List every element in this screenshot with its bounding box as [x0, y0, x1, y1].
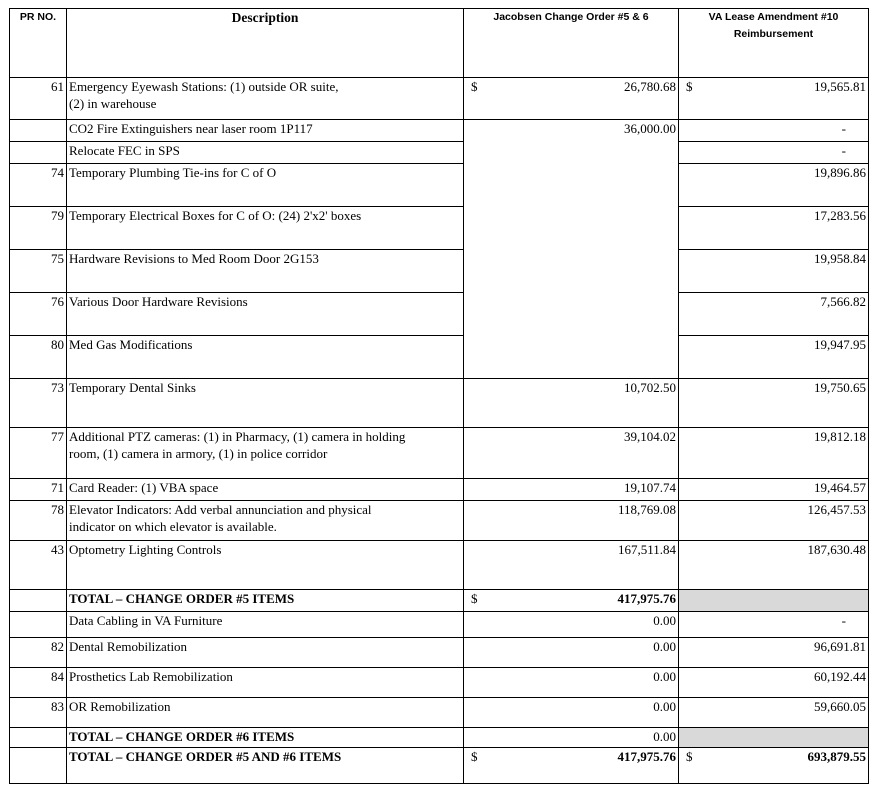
- row-description: Temporary Plumbing Tie-ins for C of O: [67, 164, 464, 207]
- description-line: Elevator Indicators: Add verbal annunciation and physical: [69, 502, 372, 517]
- va-amount: 126,457.53: [679, 501, 869, 541]
- dollar-sign: $: [471, 79, 478, 94]
- va-amount: 7,566.82: [679, 293, 869, 336]
- va-amount: -: [679, 120, 869, 142]
- pr-number: 80: [10, 336, 67, 379]
- row-description: Card Reader: (1) VBA space: [67, 479, 464, 501]
- empty-cell: [10, 590, 67, 612]
- va-amount: 19,812.18: [679, 428, 869, 479]
- dollar-sign: $: [686, 79, 693, 94]
- pr-number: [10, 120, 67, 142]
- row-description: Temporary Electrical Boxes for C of O: (24) 2'x2' boxes: [67, 207, 464, 250]
- va-amount: 17,283.56: [679, 207, 869, 250]
- pr-number: 43: [10, 541, 67, 590]
- jacobsen-cell: [464, 590, 679, 612]
- row-description: CO2 Fire Extinguishers near laser room 1P117: [67, 120, 464, 142]
- va-cell: [679, 748, 869, 784]
- total-row-all: [10, 748, 869, 784]
- table-row: [10, 638, 869, 668]
- table-row: [10, 668, 869, 698]
- va-amount: -: [679, 612, 869, 638]
- jacobsen-amount: 0.00: [464, 668, 679, 698]
- pr-number: 84: [10, 668, 67, 698]
- jacobsen-amount: 0.00: [464, 638, 679, 668]
- jacobsen-amount: 0.00: [464, 698, 679, 728]
- description-line: Additional PTZ cameras: (1) in Pharmacy, (1) camera in holding: [69, 429, 406, 444]
- row-description: [67, 78, 464, 120]
- table-row: [10, 336, 869, 379]
- row-description: Temporary Dental Sinks: [67, 379, 464, 428]
- table-row: [10, 698, 869, 728]
- jacobsen-amount: 39,104.02: [464, 428, 679, 479]
- description-line: (2) in warehouse: [69, 96, 157, 111]
- row-description: Relocate FEC in SPS: [67, 142, 464, 164]
- header-jacobsen: Jacobsen Change Order #5 & 6: [464, 9, 679, 78]
- pr-number: 73: [10, 379, 67, 428]
- dollar-sign: $: [471, 749, 478, 764]
- va-amount: 19,750.65: [679, 379, 869, 428]
- table-row: [10, 142, 869, 164]
- va-amount: -: [679, 142, 869, 164]
- header-va-line2: Reimbursement: [733, 28, 814, 40]
- row-description: Various Door Hardware Revisions: [67, 293, 464, 336]
- row-description: Prosthetics Lab Remobilization: [67, 668, 464, 698]
- jacobsen-cell: [464, 748, 679, 784]
- va-amount: 19,565.81: [814, 79, 866, 94]
- va-amount: 187,630.48: [679, 541, 869, 590]
- header-va-line1: VA Lease Amendment #10: [708, 11, 839, 23]
- table-row: [10, 612, 869, 638]
- pr-number: 83: [10, 698, 67, 728]
- header-row: [10, 9, 869, 78]
- pr-number: 77: [10, 428, 67, 479]
- total-all-va: 693,879.55: [807, 749, 866, 764]
- table-row: [10, 428, 869, 479]
- va-amount: 19,958.84: [679, 250, 869, 293]
- total-co5-label: TOTAL – CHANGE ORDER #5 ITEMS: [67, 590, 464, 612]
- pr-number: 82: [10, 638, 67, 668]
- shaded-cell: [679, 590, 869, 612]
- table-row: [10, 207, 869, 250]
- table-row: [10, 479, 869, 501]
- pr-number: 71: [10, 479, 67, 501]
- jacobsen-amount: 0.00: [464, 612, 679, 638]
- va-amount: 19,896.86: [679, 164, 869, 207]
- row-description: OR Remobilization: [67, 698, 464, 728]
- row-description: Med Gas Modifications: [67, 336, 464, 379]
- jacobsen-amount: 26,780.68: [624, 79, 676, 94]
- header-description: Description: [67, 9, 464, 78]
- shaded-cell: [679, 728, 869, 748]
- row-description: Optometry Lighting Controls: [67, 541, 464, 590]
- va-amount: 19,464.57: [679, 479, 869, 501]
- header-va: [679, 9, 869, 78]
- row-description: [67, 428, 464, 479]
- description-line: indicator on which elevator is available.: [69, 519, 277, 534]
- empty-cell: [10, 728, 67, 748]
- table-row: [10, 120, 869, 142]
- dollar-sign: $: [686, 749, 693, 764]
- total-co5-amount: 417,975.76: [617, 591, 676, 606]
- description-line: room, (1) camera in armory, (1) in police corridor: [69, 446, 328, 461]
- row-description: [67, 501, 464, 541]
- row-description: Dental Remobilization: [67, 638, 464, 668]
- va-cell: [679, 78, 869, 120]
- pr-number: [10, 612, 67, 638]
- total-co6-amount: 0.00: [464, 728, 679, 748]
- total-co6-label: TOTAL – CHANGE ORDER #6 ITEMS: [67, 728, 464, 748]
- row-description: Data Cabling in VA Furniture: [67, 612, 464, 638]
- va-amount: 60,192.44: [679, 668, 869, 698]
- va-amount: 59,660.05: [679, 698, 869, 728]
- pr-number: 79: [10, 207, 67, 250]
- row-description: Hardware Revisions to Med Room Door 2G153: [67, 250, 464, 293]
- total-all-jacobsen: 417,975.76: [617, 749, 676, 764]
- jacobsen-amount: 19,107.74: [464, 479, 679, 501]
- empty-cell: [10, 748, 67, 784]
- dollar-sign: $: [471, 591, 478, 606]
- pr-number: [10, 142, 67, 164]
- total-row-co5: [10, 590, 869, 612]
- pr-number: 78: [10, 501, 67, 541]
- pr-number: 76: [10, 293, 67, 336]
- table-row: [10, 78, 869, 120]
- total-row-co6: [10, 728, 869, 748]
- jacobsen-amount: 118,769.08: [464, 501, 679, 541]
- table-row: [10, 501, 869, 541]
- description-line: Emergency Eyewash Stations: (1) outside OR suite,: [69, 79, 339, 94]
- table-row: [10, 293, 869, 336]
- table-row: [10, 250, 869, 293]
- table-row: [10, 541, 869, 590]
- header-pr-no: PR NO.: [10, 9, 67, 78]
- pr-number: 75: [10, 250, 67, 293]
- va-amount: 96,691.81: [679, 638, 869, 668]
- table-row: [10, 379, 869, 428]
- jacobsen-group-cell: 36,000.00: [464, 120, 679, 379]
- va-amount: 19,947.95: [679, 336, 869, 379]
- table-row: [10, 164, 869, 207]
- pr-number: 61: [10, 78, 67, 120]
- change-order-table: [9, 8, 869, 784]
- pr-number: 74: [10, 164, 67, 207]
- jacobsen-amount: 167,511.84: [464, 541, 679, 590]
- jacobsen-amount: 10,702.50: [464, 379, 679, 428]
- jacobsen-cell: [464, 78, 679, 120]
- total-all-label: TOTAL – CHANGE ORDER #5 AND #6 ITEMS: [67, 748, 464, 784]
